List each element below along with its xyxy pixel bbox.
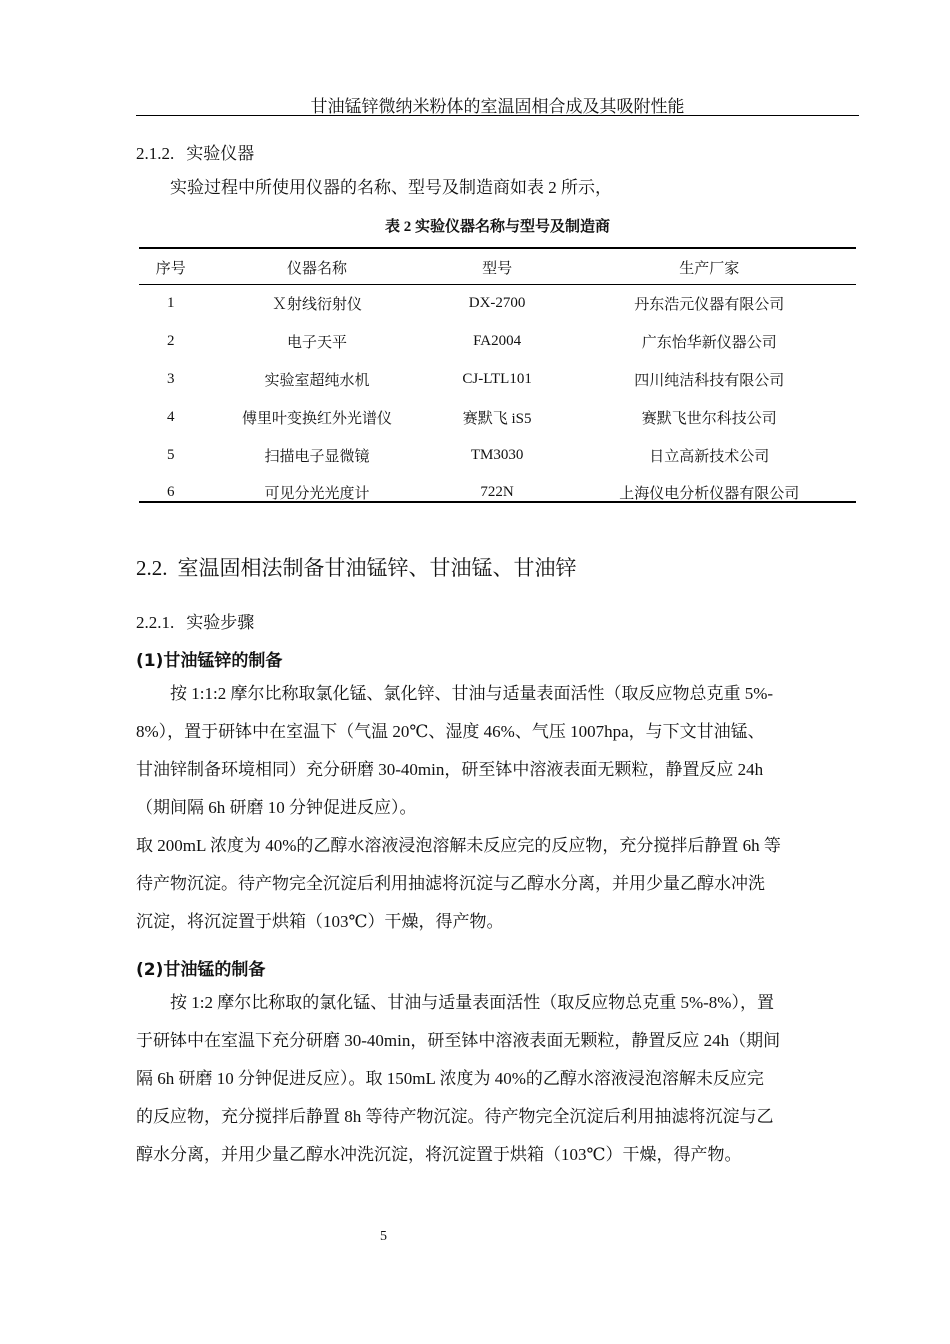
- cell-maker: 日立高新技术公司: [649, 448, 770, 465]
- cell-model: TM3030: [470, 446, 524, 463]
- table-caption: 表 2 实验仪器名称与型号及制造商: [384, 219, 610, 235]
- page-number: 5: [380, 1229, 387, 1244]
- cell-index: 1: [166, 295, 175, 312]
- cell-model: 722N: [480, 484, 514, 501]
- cell-maker: 上海仪电分析仪器有限公司: [619, 486, 800, 503]
- text-line: 于研钵中在室温下充分研磨 30-40min，研至钵中溶液表面无颗粒，静置反应 24h（期间: [136, 1031, 781, 1050]
- cell-index: 2: [166, 333, 175, 350]
- text-line: 按 1:1:2 摩尔比称取氯化锰、氯化锌、甘油与适量表面活性（取反应物总克重 5%-: [170, 684, 774, 703]
- header-cell-maker: 生产厂家: [679, 260, 740, 277]
- cell-model: CJ-LTL101: [462, 370, 532, 387]
- section-heading-2-2: [136, 552, 577, 582]
- paragraph-procedure-2: [136, 984, 859, 1174]
- cell-model: DX-2700: [468, 295, 526, 312]
- cell-name: 电子天平: [286, 335, 347, 352]
- cell-index: 4: [166, 408, 175, 425]
- cell-name: Ｘ射线衍射仪: [271, 297, 362, 314]
- text-line: 8%），置于研钵中在室温下（气温 20℃、湿度 46%、气压 1007hpa，与下文甘油锰、: [136, 722, 765, 741]
- header-cell-model: 型号: [482, 260, 513, 277]
- section-number: 2.1.2.: [136, 144, 175, 163]
- text-line: 的反应物，充分搅拌后静置 8h 等待产物沉淀。待产物完全沉淀后利用抽滤将沉淀与乙: [136, 1107, 774, 1126]
- text-line: 按 1:2 摩尔比称取的氯化锰、甘油与适量表面活性（取反应物总克重 5%-8%），置: [170, 993, 774, 1012]
- subheading-manganese-zinc-glycerolate: (1)甘油锰锌的制备: [136, 651, 283, 671]
- header-cell-index: 序号: [155, 260, 186, 277]
- text-line: 醇水分离，并用少量乙醇水冲洗沉淀，将沉淀置于烘箱（103℃）干燥，得产物。: [136, 1145, 742, 1164]
- text-line: 待产物沉淀。待产物完全沉淀后利用抽滤将沉淀与乙醇水分离，并用少量乙醇水冲洗: [136, 874, 765, 893]
- running-title: 甘油锰锌微纳米粉体的室温固相合成及其吸附性能: [310, 97, 685, 116]
- cell-name: 实验室超纯水机: [264, 372, 370, 389]
- header-cell-name: 仪器名称: [286, 260, 347, 277]
- cell-name: 可见分光光度计: [264, 486, 370, 503]
- section-heading-2-2-1: [136, 608, 254, 633]
- cell-maker: 赛默飞世尔科技公司: [641, 410, 777, 427]
- subheading-manganese-glycerolate: (2)甘油锰的制备: [136, 960, 266, 980]
- section-title: 实验仪器: [186, 144, 255, 164]
- cell-name: 傅里叶变换红外光谱仪: [241, 410, 392, 427]
- instrument-table: [139, 249, 856, 512]
- text-line: 甘油锌制备环境相同）充分研磨 30-40min，研至钵中溶液表面无颗粒，静置反应 24h: [136, 760, 764, 779]
- paragraph-procedure-1: [136, 675, 859, 941]
- section-title: 室温固相法制备甘油锰锌、甘油锰、甘油锌: [177, 556, 577, 580]
- cell-maker: 广东怡华新仪器公司: [641, 335, 777, 352]
- section-title: 实验步骤: [186, 613, 255, 633]
- cell-model: 赛默飞 iS5: [462, 410, 532, 427]
- table-row: [139, 474, 856, 512]
- table-row: [139, 323, 856, 361]
- table-row: [139, 361, 856, 399]
- section-number: 2.2.: [136, 556, 168, 580]
- cell-index: 6: [166, 484, 175, 501]
- text-line: 隔 6h 研磨 10 分钟促进反应）。取 150mL 浓度为 40%的乙醇水溶液浸泡溶解未反应完: [136, 1069, 764, 1088]
- cell-maker: 丹东浩元仪器有限公司: [634, 297, 785, 314]
- text-line: （期间隔 6h 研磨 10 分钟促进反应）。: [136, 798, 417, 817]
- cell-name: 扫描电子显微镜: [264, 448, 370, 465]
- text-line: 沉淀，将沉淀置于烘箱（103℃）干燥，得产物。: [136, 912, 504, 931]
- section-number: 2.2.1.: [136, 613, 175, 632]
- intro-paragraph: 实验过程中所使用仪器的名称、型号及制造商如表 2 所示，: [170, 178, 612, 197]
- section-heading-2-1-2: [136, 139, 254, 164]
- cell-maker: 四川纯洁科技有限公司: [634, 372, 785, 389]
- table-header-row: [139, 249, 856, 285]
- header-rule: [136, 115, 859, 116]
- table-row: [139, 285, 856, 323]
- cell-model: FA2004: [473, 333, 522, 350]
- table-row: [139, 398, 856, 436]
- cell-index: 3: [166, 370, 175, 387]
- cell-index: 5: [166, 446, 175, 463]
- table-row: [139, 436, 856, 474]
- text-line: 取 200mL 浓度为 40%的乙醇水溶液浸泡溶解未反应完的反应物，充分搅拌后静置 6h 等: [136, 836, 781, 855]
